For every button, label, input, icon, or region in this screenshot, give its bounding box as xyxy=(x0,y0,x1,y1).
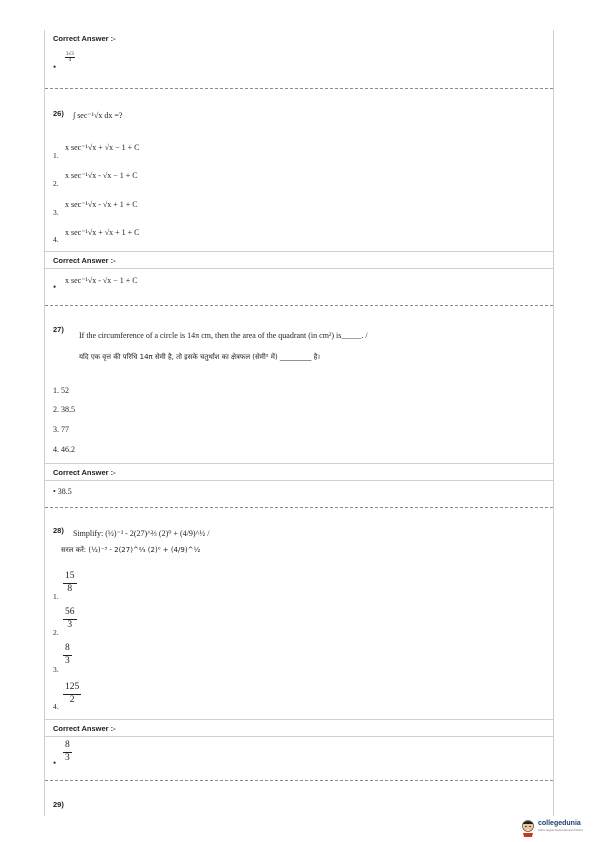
divider xyxy=(45,507,553,508)
question-text-english: If the circumference of a circle is 14π cm, then the area of the quadrant (in cm²) is_____. / xyxy=(79,331,368,340)
divider xyxy=(45,88,553,89)
question-text-hindi: सरल करें: (½)⁻³ - 2(27)^⅔ (2)⁰ + (4/9)^½ xyxy=(61,546,201,554)
question-number: 26) xyxy=(53,109,64,118)
option-fraction[interactable] xyxy=(63,643,72,667)
correct-answer-text: x sec⁻¹√x - √x − 1 + C xyxy=(65,276,138,285)
option-number: 3. xyxy=(53,665,59,674)
logo-tagline: India's largest Student Review Platform xyxy=(538,829,584,832)
option-text[interactable]: x sec⁻¹√x - √x − 1 + C xyxy=(65,171,138,180)
option-number: 3. xyxy=(53,208,59,217)
answer-bullet: • xyxy=(53,282,57,292)
page-frame xyxy=(44,30,554,816)
option-number: 2. xyxy=(53,179,59,188)
numerator: 8 xyxy=(63,643,72,656)
logo-text: collegedunia xyxy=(538,820,581,827)
correct-answer-label: Correct Answer :- xyxy=(53,724,116,733)
denominator: 2 xyxy=(69,694,75,705)
correct-answer-label: Correct Answer :- xyxy=(53,34,116,43)
option-text[interactable]: x sec⁻¹√x + √x − 1 + C xyxy=(65,143,140,152)
answer-numerator: 3√3 xyxy=(66,52,74,57)
option-text[interactable]: 2. 38.5 xyxy=(53,405,75,414)
option-text[interactable]: x sec⁻¹√x + √x + 1 + C xyxy=(65,228,140,237)
option-number: 2. xyxy=(53,628,59,637)
mascot-icon xyxy=(520,819,536,837)
option-number: 1. xyxy=(53,151,59,160)
option-fraction[interactable] xyxy=(63,607,77,631)
correct-answer-label: Correct Answer :- xyxy=(53,468,116,477)
numerator: 15 xyxy=(63,571,77,584)
question-number: 27) xyxy=(53,325,64,334)
top-answer-fraction xyxy=(65,52,75,63)
correct-answer-text: • 38.5 xyxy=(53,487,72,496)
option-number: 4. xyxy=(53,702,59,711)
answer-denominator: 4 xyxy=(68,58,72,63)
divider xyxy=(45,736,553,737)
denominator: 3 xyxy=(65,752,70,763)
option-fraction[interactable] xyxy=(63,682,81,706)
denominator: 8 xyxy=(67,583,73,594)
question-number: 28) xyxy=(53,526,64,535)
denominator: 3 xyxy=(67,619,73,630)
numerator: 56 xyxy=(63,607,77,620)
collegedunia-logo xyxy=(520,817,595,839)
divider xyxy=(45,719,553,720)
question-text-hindi: यदि एक वृत्त की परिधि 14π सेमी है, तो इसके चतुर्थांश का क्षेत्रफल (सेमी² में) _________ है। xyxy=(79,353,321,361)
option-text[interactable]: 1. 52 xyxy=(53,386,69,395)
answer-bullet: • xyxy=(53,62,57,72)
option-number: 1. xyxy=(53,592,59,601)
correct-answer-fraction xyxy=(63,740,72,764)
option-text[interactable]: x sec⁻¹√x - √x + 1 + C xyxy=(65,200,138,209)
answer-bullet: • xyxy=(53,758,57,768)
question-text: ∫ sec⁻¹√x dx =? xyxy=(73,111,123,120)
question-number: 29) xyxy=(53,800,64,809)
question-text-english: Simplify: (½)⁻³ - 2(27)^⅔ (2)⁰ + (4/9)^½ / xyxy=(73,529,210,538)
divider xyxy=(45,480,553,481)
divider xyxy=(45,268,553,269)
divider xyxy=(45,463,553,464)
option-fraction[interactable] xyxy=(63,571,77,595)
correct-answer-label: Correct Answer :- xyxy=(53,256,116,265)
option-text[interactable]: 3. 77 xyxy=(53,425,69,434)
numerator: 8 xyxy=(63,740,72,753)
denominator: 3 xyxy=(65,655,70,666)
divider xyxy=(45,251,553,252)
divider xyxy=(45,305,553,306)
option-text[interactable]: 4. 46.2 xyxy=(53,445,75,454)
numerator: 125 xyxy=(63,682,81,695)
divider xyxy=(45,780,553,781)
option-number: 4. xyxy=(53,235,59,244)
